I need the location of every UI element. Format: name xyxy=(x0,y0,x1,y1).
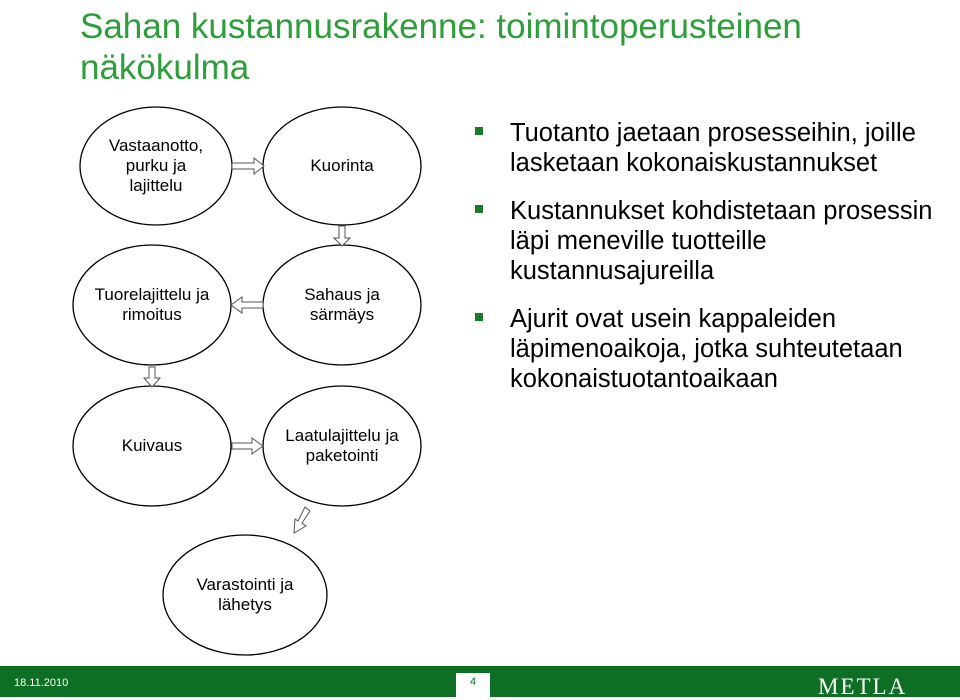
bullet-item xyxy=(472,196,942,286)
bullet-text: Kustannukset kohdistetaan prosessin läpi meneville tuotteille kustannusajureilla xyxy=(510,197,933,285)
bullet-text: Tuotanto jaetaan prosesseihin, joille lasketaan kokonaiskustannukset xyxy=(510,119,916,177)
metla-logo: METLA xyxy=(818,674,908,699)
arrow-down-icon xyxy=(334,226,350,246)
bullet-square-icon xyxy=(475,205,483,213)
slide-title: Sahan kustannusrakenne: toimintoperusteinen näkökulma xyxy=(80,7,802,87)
node-label-laatulajittelu: Laatulajittelu ja paketointi xyxy=(285,426,399,465)
page-number: 4 xyxy=(456,673,490,697)
node-label-kuorinta: Kuorinta xyxy=(310,156,374,175)
arrow-diagonal-icon xyxy=(294,507,310,533)
bullet-square-icon xyxy=(475,313,483,321)
footer-date: 18.11.2010 xyxy=(14,677,69,689)
arrow-right-icon xyxy=(232,438,263,454)
node-label-tuorelajittelu: Tuorelajittelu ja rimoitus xyxy=(94,285,210,324)
arrow-down-icon xyxy=(144,367,160,387)
node-label-varastointi: Varastointi ja lähetys xyxy=(196,575,294,614)
arrow-right-icon xyxy=(232,158,264,174)
bullet-text: Ajurit ovat usein kappaleiden läpimenoaikoja, jotka suhteutetaan kokonaistuotantoaikaan xyxy=(510,305,903,393)
arrow-left-icon xyxy=(231,297,263,313)
node-label-vastaanotto: Vastaanotto, purku ja lajittelu xyxy=(108,136,204,195)
node-label-kuivaus: Kuivaus xyxy=(121,436,183,455)
bullet-square-icon xyxy=(475,127,483,135)
bullet-list xyxy=(472,118,942,412)
slide-footer xyxy=(0,666,960,697)
bullet-item xyxy=(472,304,942,394)
node-label-sahaus: Sahaus ja särmäys xyxy=(304,285,380,324)
bullet-item xyxy=(472,118,942,178)
